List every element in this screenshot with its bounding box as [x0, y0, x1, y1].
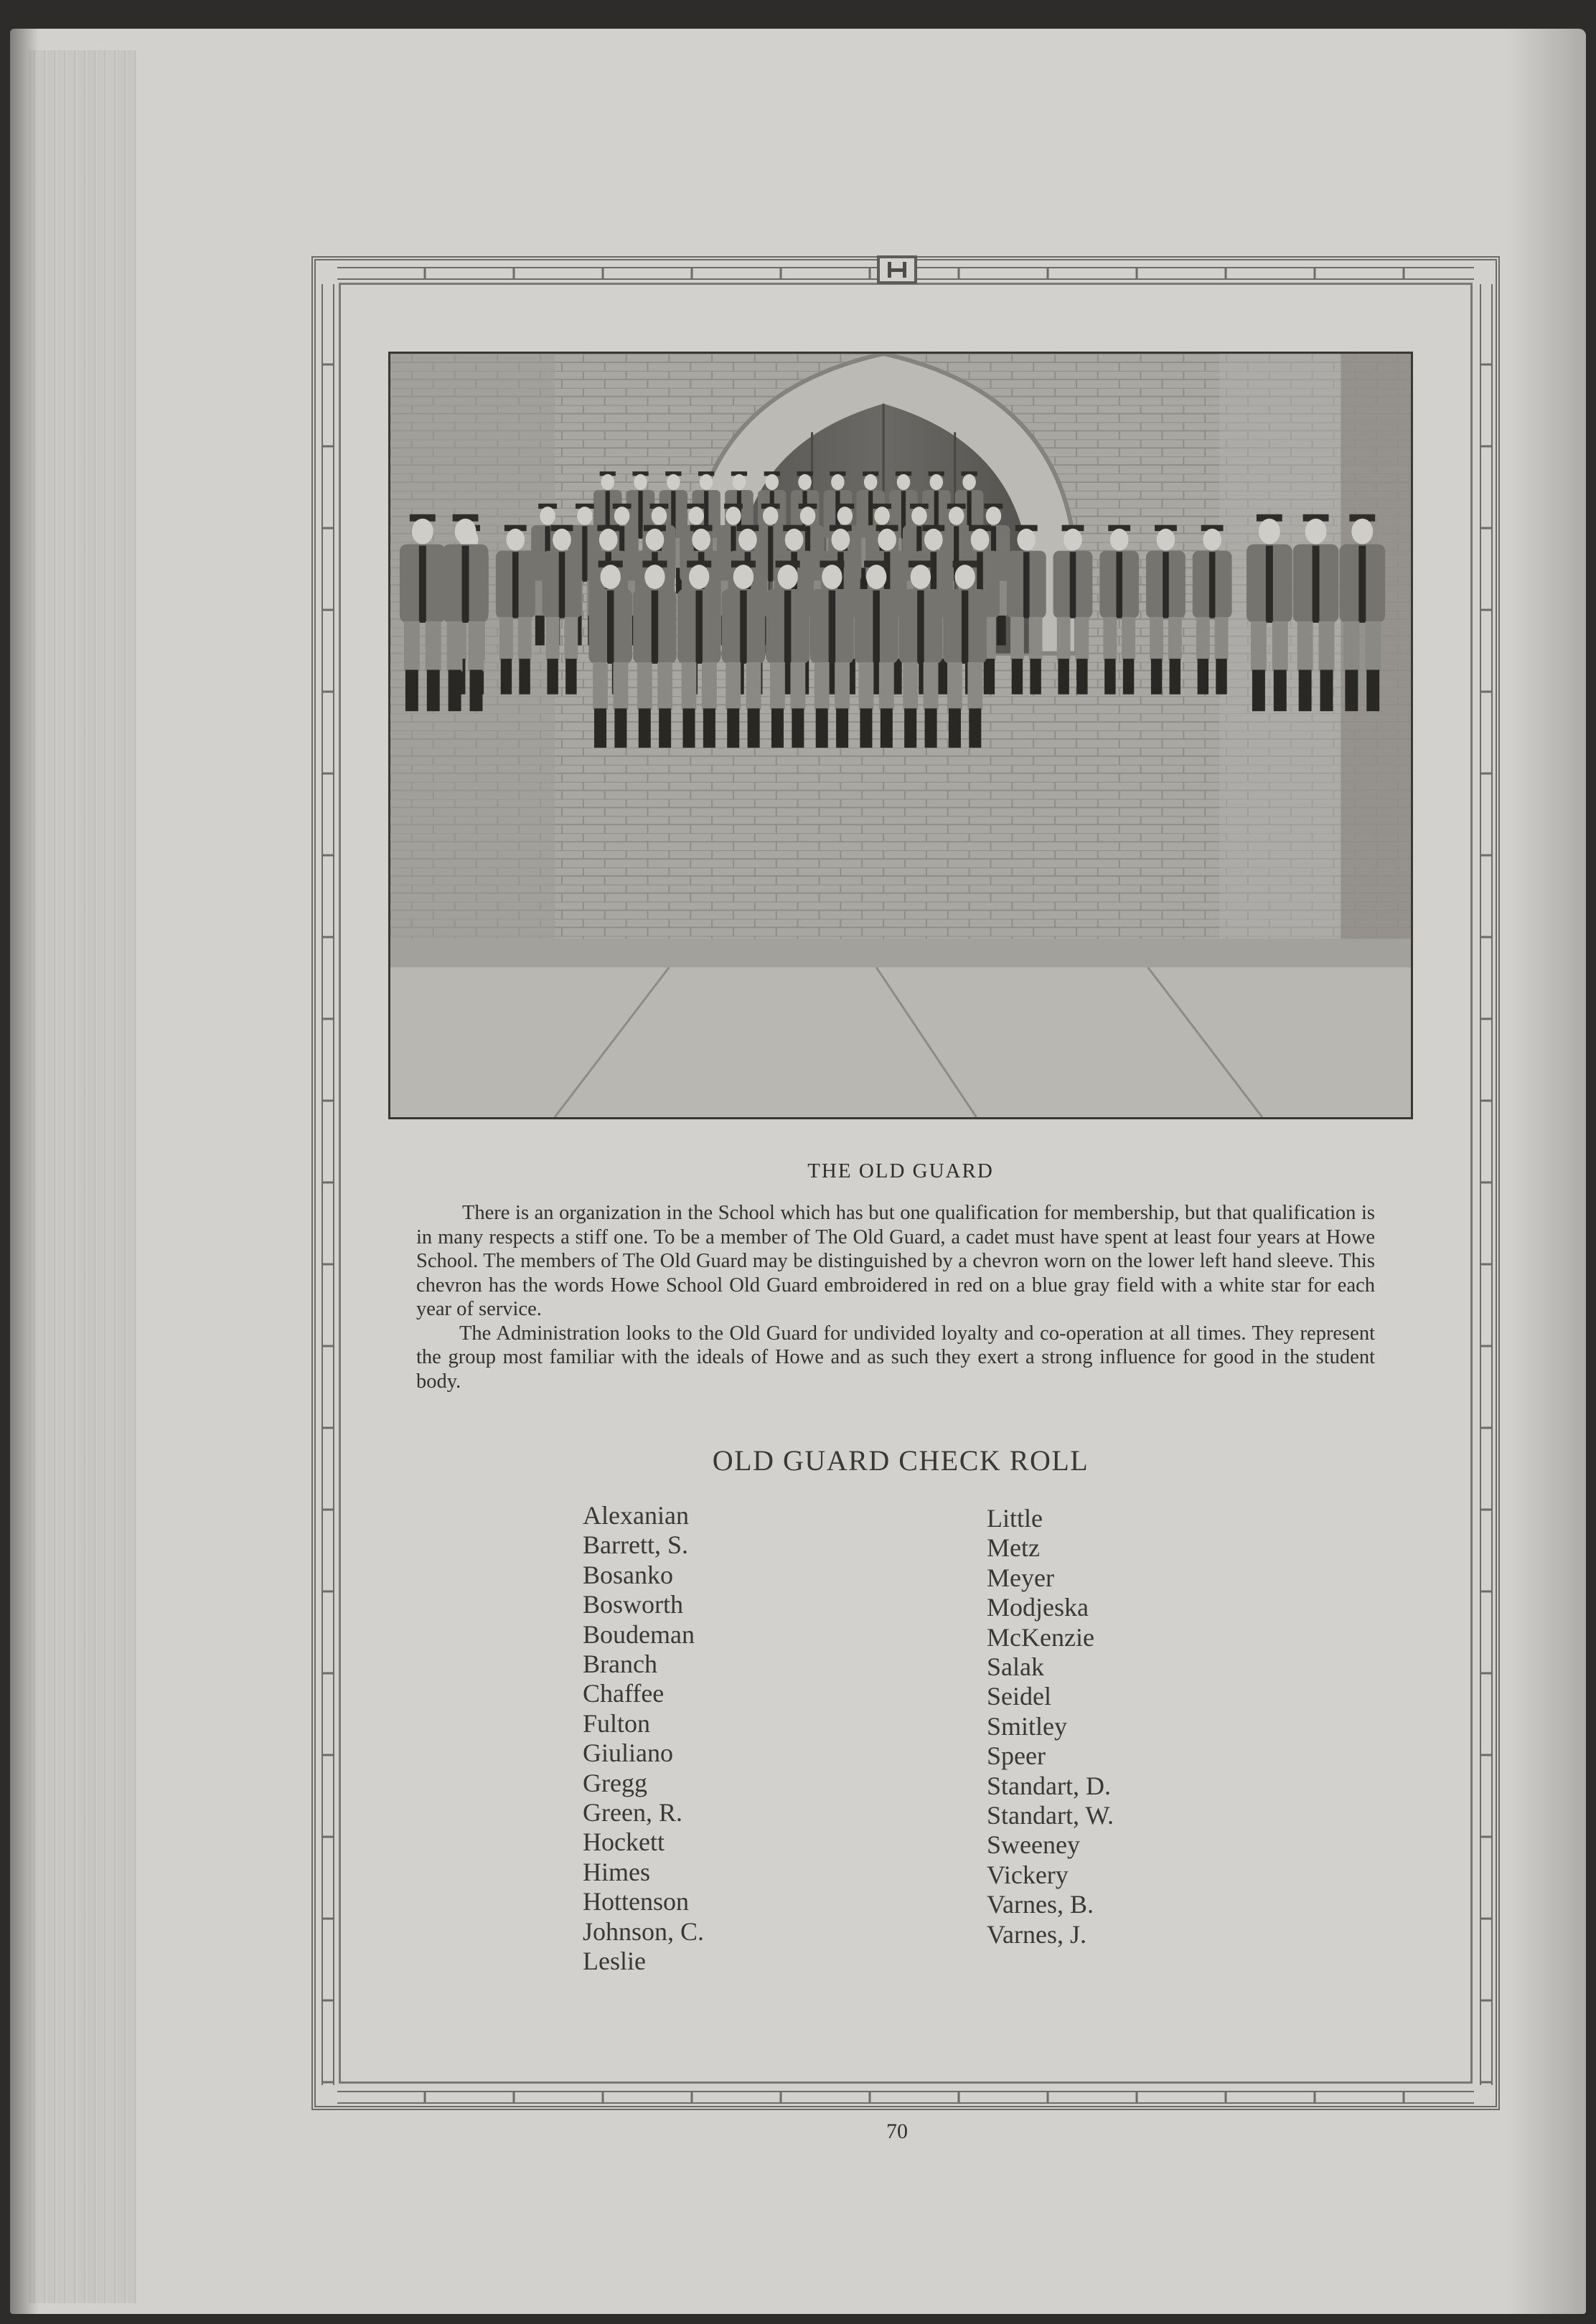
roll-name: Smitley	[987, 1711, 1068, 1741]
roll-title: OLD GUARD CHECK ROLL	[712, 1444, 1089, 1477]
roll-name: Standart, W.	[987, 1801, 1114, 1830]
frame-band-right	[1480, 284, 1493, 2085]
spine-shadow	[10, 29, 39, 2314]
roll-name: Barrett, S.	[583, 1530, 688, 1560]
roll-name: Varnes, B.	[987, 1890, 1094, 1919]
photo-illustration	[390, 354, 1411, 1117]
roll-name: Fulton	[583, 1708, 651, 1738]
step	[390, 938, 1411, 967]
roll-name: Vickery	[987, 1860, 1069, 1889]
roll-name: Bosanko	[583, 1560, 673, 1589]
paragraph-2: The Administration looks to the Old Guard for undivided loyalty and co-operation at all times. They represent the group most familiar with the ideals of Howe and as such they exert a strong influence for good in the student body.	[416, 1322, 1375, 1393]
group-photograph	[388, 352, 1413, 1119]
roll-name: Speer	[987, 1741, 1046, 1771]
frame-band-left	[321, 284, 334, 2085]
roll-name: Hottenson	[583, 1887, 689, 1916]
page-curl-shadow	[1507, 29, 1586, 2314]
roll-name: McKenzie	[987, 1622, 1094, 1652]
roll-name: Hockett	[583, 1827, 665, 1857]
roll-name: Leslie	[583, 1947, 646, 1976]
roll-name: Alexanian	[583, 1501, 689, 1530]
roll-name: Varnes, J.	[987, 1919, 1086, 1949]
photo-caption: THE OLD GUARD	[807, 1159, 994, 1182]
roll-name: Branch	[583, 1650, 657, 1679]
roll-column-left	[583, 1501, 704, 1977]
roll-name: Metz	[987, 1533, 1040, 1563]
roll-name: Standart, D.	[987, 1771, 1111, 1800]
roll-name: Green, R.	[583, 1798, 682, 1827]
description-text	[416, 1201, 1375, 1393]
roll-column-right	[987, 1504, 1114, 1949]
roll-name: Salak	[987, 1652, 1044, 1682]
roll-name: Meyer	[987, 1563, 1054, 1592]
roll-name: Modjeska	[987, 1593, 1089, 1622]
h-monogram-icon	[877, 255, 917, 284]
roll-name: Johnson, C.	[583, 1916, 705, 1946]
roll-name: Little	[987, 1504, 1043, 1533]
roll-name: Chaffee	[583, 1679, 665, 1708]
roll-name: Seidel	[987, 1682, 1051, 1711]
page-number: 70	[886, 2120, 908, 2143]
roll-name: Himes	[583, 1857, 650, 1886]
roll-name: Giuliano	[583, 1739, 673, 1768]
roll-name: Boudeman	[583, 1619, 695, 1649]
stacked-page-edges	[29, 50, 136, 2303]
sidewalk	[390, 960, 1411, 1117]
roll-name: Gregg	[583, 1768, 647, 1797]
roll-name: Sweeney	[987, 1830, 1080, 1860]
roll-name: Bosworth	[583, 1590, 684, 1619]
frame-band-bottom	[337, 2091, 1474, 2104]
paragraph-1: There is an organization in the School which has but one qualification for membership, but that qualification is in many respects a stiff one. To be a member of The Old Guard, a cadet must have spent at least four years at Howe School. The members of The Old Guard may be distinguished by a chevron worn on the lower left hand sleeve. This chevron has the words Howe School Old Guard embroidered in red on a blue gray field with a white star for each year of service.	[416, 1202, 1375, 1320]
